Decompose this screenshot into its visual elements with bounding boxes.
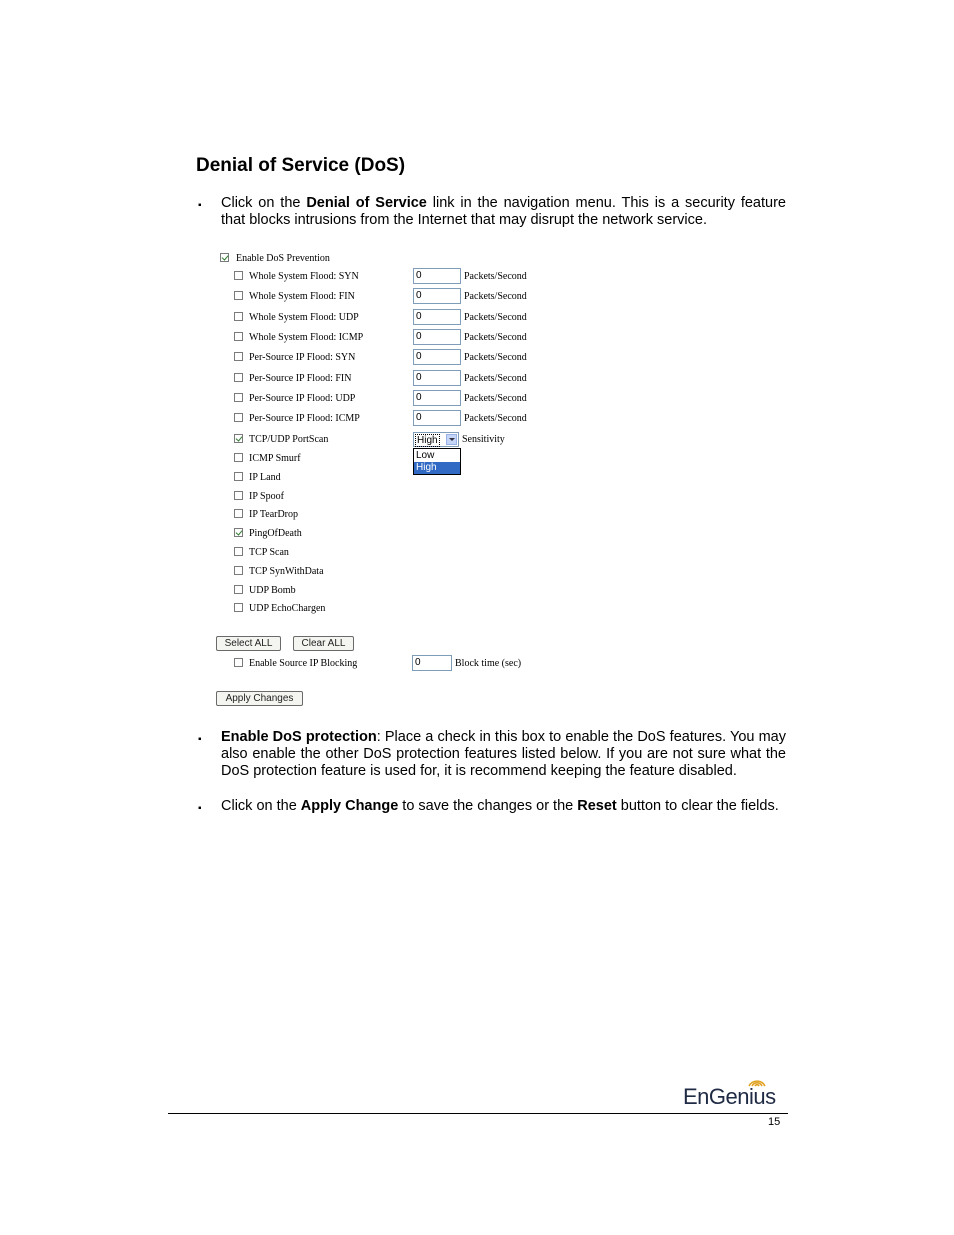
flood-unit-label: Packets/Second	[464, 352, 527, 364]
clear-all-button[interactable]: Clear ALL	[293, 636, 354, 651]
note-bold: Reset	[577, 798, 617, 814]
flood-checkbox[interactable]	[234, 271, 243, 280]
attack-label: ICMP Smurf	[249, 453, 301, 464]
flood-threshold-input[interactable]: 0	[413, 268, 461, 284]
note-text: : Place a check in this box to enable the DoS features. You may also enable the other DoS protection features listed below. If you are not sure what the DoS protection feature is used for, it is recommend keeping the feature disabled.	[221, 729, 786, 779]
bullet-marker: ▪	[198, 200, 202, 211]
attack-label: IP Land	[249, 471, 281, 483]
flood-label: Per-Source IP Flood: FIN	[249, 372, 352, 384]
sensitivity-dropdown	[413, 448, 461, 475]
flood-unit-label: Packets/Second	[464, 331, 527, 343]
flood-label: Whole System Flood: SYN	[249, 271, 359, 282]
flood-label: Whole System Flood: ICMP	[249, 331, 364, 343]
flood-checkbox[interactable]	[234, 413, 243, 422]
attack-checkbox[interactable]	[234, 603, 243, 612]
apply-changes-button[interactable]: Apply Changes	[216, 691, 303, 706]
select-all-button[interactable]: Select ALL	[216, 636, 281, 651]
flood-label: Whole System Flood: FIN	[249, 291, 355, 303]
sensitivity-value: High	[417, 435, 438, 446]
flood-label: Per-Source IP Flood: ICMP	[249, 413, 360, 425]
flood-threshold-input[interactable]: 0	[413, 349, 461, 365]
attack-checkbox[interactable]	[234, 585, 243, 594]
flood-checkbox[interactable]	[234, 291, 243, 300]
page-title: Denial of Service (DoS)	[196, 155, 406, 176]
attack-checkbox[interactable]	[234, 528, 243, 537]
option-high[interactable]: High	[414, 462, 460, 474]
note-bold: Apply Change	[300, 798, 399, 814]
enable-dos-label: Enable DoS Prevention	[236, 253, 330, 264]
wifi-icon	[746, 1074, 768, 1088]
footer-rule	[168, 1113, 788, 1114]
enable-dos-checkbox[interactable]	[220, 253, 229, 262]
bullet-marker: ▪	[198, 803, 202, 814]
sensitivity-label: Sensitivity	[462, 434, 505, 445]
flood-unit-label: Packets/Second	[464, 413, 527, 425]
attack-checkbox[interactable]	[234, 453, 243, 462]
flood-threshold-input[interactable]: 0	[413, 309, 461, 325]
note-enable-dos	[221, 729, 786, 780]
note-text: button to clear the fields.	[616, 798, 779, 814]
flood-threshold-input[interactable]: 0	[413, 288, 461, 304]
attack-checkbox[interactable]	[234, 472, 243, 481]
attack-checkbox[interactable]	[234, 509, 243, 518]
flood-checkbox[interactable]	[234, 312, 243, 321]
engenius-logo	[683, 1084, 776, 1110]
option-low[interactable]: Low	[416, 450, 435, 461]
flood-checkbox[interactable]	[234, 332, 243, 341]
intro-paragraph	[221, 195, 786, 229]
bullet-marker: ▪	[198, 734, 202, 745]
note-bold: Enable DoS protection	[221, 729, 377, 745]
attack-label: TCP Scan	[249, 547, 289, 558]
block-time-input[interactable]: 0	[412, 655, 452, 671]
attack-label: TCP SynWithData	[249, 565, 324, 577]
block-label: Enable Source IP Blocking	[249, 658, 358, 669]
attack-label: IP Spoof	[249, 490, 284, 502]
flood-label: Per-Source IP Flood: SYN	[249, 352, 356, 364]
flood-checkbox[interactable]	[234, 373, 243, 382]
block-time-label: Block time (sec)	[455, 658, 522, 669]
flood-unit-label: Packets/Second	[464, 392, 527, 404]
chevron-down-icon[interactable]	[446, 434, 457, 445]
logo-text: EnGenius	[683, 1084, 776, 1109]
intro-bold: Denial of Service	[306, 195, 427, 211]
attack-label: UDP Bomb	[249, 584, 296, 596]
flood-threshold-input[interactable]: 0	[413, 370, 461, 386]
flood-threshold-input[interactable]: 0	[413, 410, 461, 426]
portscan-checkbox[interactable]	[234, 434, 243, 443]
attack-label: IP TearDrop	[249, 509, 299, 521]
flood-unit-label: Packets/Second	[464, 271, 527, 282]
flood-label: Per-Source IP Flood: UDP	[249, 392, 356, 404]
flood-checkbox[interactable]	[234, 352, 243, 361]
sensitivity-select[interactable]	[413, 432, 459, 447]
note-text: Click on the	[221, 798, 301, 814]
note-text: to save the changes or the	[398, 798, 578, 814]
flood-checkbox[interactable]	[234, 393, 243, 402]
portscan-label: TCP/UDP PortScan	[249, 434, 329, 445]
block-checkbox[interactable]	[234, 658, 243, 667]
attack-checkbox[interactable]	[234, 566, 243, 575]
flood-unit-label: Packets/Second	[464, 311, 527, 323]
intro-text-rest: link in the navigation menu. This is a security feature that blocks intrusions from the Internet that may disrupt the network service.	[221, 195, 786, 228]
flood-label: Whole System Flood: UDP	[249, 311, 359, 323]
flood-unit-label: Packets/Second	[464, 291, 527, 303]
flood-unit-label: Packets/Second	[464, 372, 527, 384]
intro-text: Click on the	[221, 195, 307, 211]
flood-threshold-input[interactable]: 0	[413, 329, 461, 345]
note-apply	[221, 798, 786, 815]
attack-checkbox[interactable]	[234, 547, 243, 556]
flood-threshold-input[interactable]: 0	[413, 390, 461, 406]
attack-label: UDP EchoChargen	[249, 603, 326, 615]
attack-checkbox[interactable]	[234, 491, 243, 500]
page-number: 15	[768, 1116, 781, 1128]
attack-label: PingOfDeath	[249, 528, 302, 540]
